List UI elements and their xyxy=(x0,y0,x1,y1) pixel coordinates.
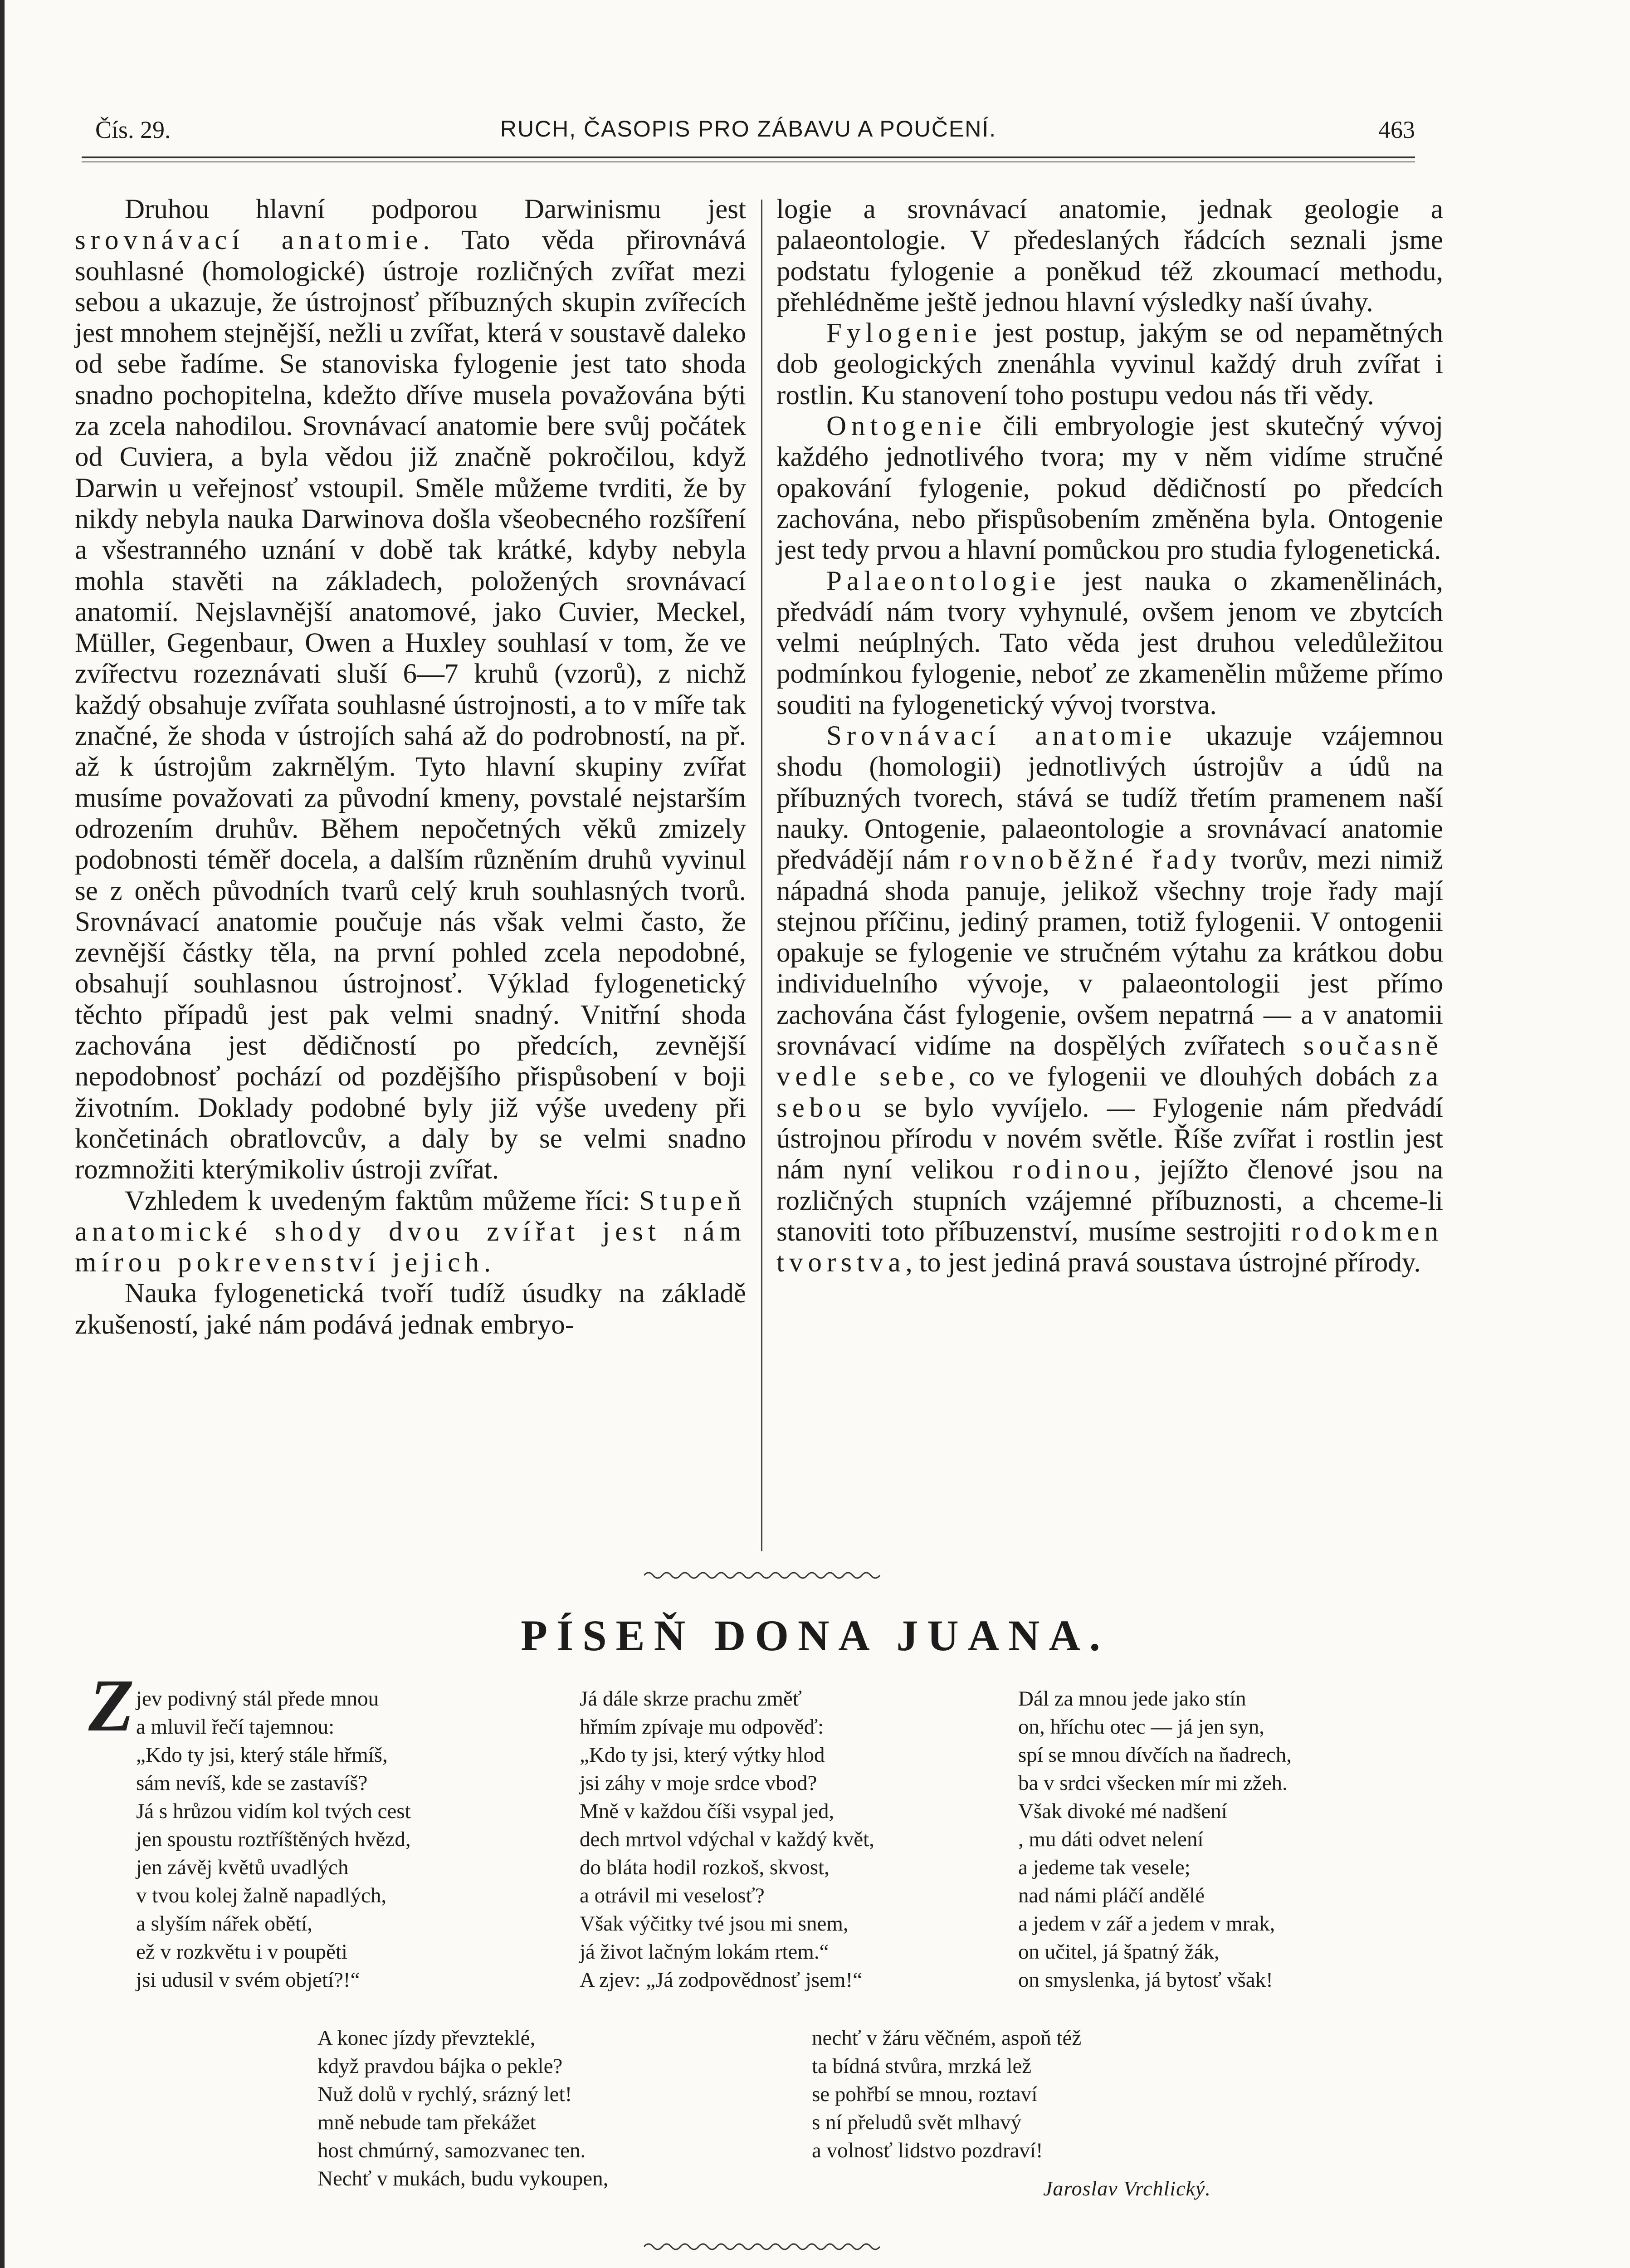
spaced-emphasis: rodinou xyxy=(1012,1154,1134,1185)
poem-line: jev podivný stál přede mnou xyxy=(136,1687,379,1711)
poem-line: s ní přeludů svět mlhavý xyxy=(812,2111,1022,2134)
text-run: čili embryologie jest skutečný vývoj každého jednotlivého tvora; my v něm vidíme stručné opakování fylogenie, pokud dědičností po předcích zachována, nebo přispůsobením změněna byla. Ontogenie jest tedy prvou a hlavní pomůckou pro studia fylogenetická. xyxy=(776,411,1443,566)
poem-stanza-3 xyxy=(1018,1685,1426,1994)
text-run: logie a srovnávací anatomie, jednak geologie a palaeontologie. V předeslaných řádcích seznali jsme podstatu fylogenie a poněkud též zkoumací methodu, přehlédněme ještě jednou hlavní výsledky naší úvahy. xyxy=(776,194,1443,318)
page-number: 463 xyxy=(1378,116,1415,143)
text-run: , co ve fylogenii ve dlouhých dobách xyxy=(948,1061,1409,1092)
poem-line: jsi záhy v moje srdce vbod? xyxy=(580,1771,817,1795)
poem-line: on učitel, já špatný žák, xyxy=(1018,1940,1220,1964)
text-run: . xyxy=(483,1247,491,1278)
poem-stanza-1 xyxy=(136,1685,544,1994)
poem-line: nad námi pláčí andělé xyxy=(1018,1884,1205,1907)
poem-line: Nuž dolů v rychlý, srázný let! xyxy=(317,2082,572,2106)
poem-stanza-4 xyxy=(317,2024,726,2193)
poem-line: v tvou kolej žalně napadlých, xyxy=(136,1884,387,1907)
poem-line: já život lačným lokám rtem.“ xyxy=(580,1940,829,1964)
poem-line: host chmúrný, samozvanec ten. xyxy=(317,2139,586,2162)
drop-cap: Z xyxy=(88,1664,134,1747)
poem-line: a otrávil mi veselosť? xyxy=(580,1884,765,1907)
page-edge-rule xyxy=(0,0,5,2268)
spaced-emphasis: srovnávací anatomie xyxy=(75,225,423,256)
text-run: tvorův, mezi nimiž nápadná shoda panuje, jelikož všechny troje řady mají stejnou příčinu, jediný pramen, totiž fylogenii. V ontogenii opakuje se fylogenie ve stručném výtahu za krátkou dobu individuelního vývoje, v palaeontologii jest přímo zachována část fylogenie, ovšem nepatrná — a v anatomii srovnávací vidíme na dospělých zvířatech xyxy=(776,845,1443,1061)
poem-line: spí se mnou dívčích na ňadrech, xyxy=(1018,1743,1292,1767)
poem-line: dech mrtvol vdýchal v každý květ, xyxy=(580,1828,874,1851)
poem-line: Já dále skrze prachu změť xyxy=(580,1687,802,1711)
text-run: , jejížto členové jsou na rozličných stupních vzájemné příbuznosti, a chceme-li stanoviti toto příbuzenství, musíme sestrojiti xyxy=(776,1154,1443,1247)
spaced-emphasis: Palaeontologie xyxy=(826,566,1061,596)
journal-title: RUCH, ČASOPIS PRO ZÁBAVU A POUČENÍ. xyxy=(500,116,997,142)
poem-line: „Kdo ty jsi, který výtky hlod xyxy=(580,1743,825,1767)
poem-line: jen spoustu roztříštěných hvězd, xyxy=(136,1828,411,1851)
poem-line: „Kdo ty jsi, který stále hřmíš, xyxy=(136,1743,388,1767)
poem-line: a jedem v zář a jedem v mrak, xyxy=(1018,1912,1275,1936)
poem-stanza-2 xyxy=(580,1685,988,1994)
paragraph-right-5 xyxy=(776,721,1443,1278)
paragraph-right-1 xyxy=(776,194,1443,318)
paragraph-right-4 xyxy=(776,566,1443,721)
poem-line: do bláta hodil rozkoš, skvost, xyxy=(580,1856,830,1879)
poem-line: on, hříchu otec — já jen syn, xyxy=(1018,1715,1264,1739)
poem-line: ež v rozkvětu i v poupěti xyxy=(136,1940,347,1964)
poem-line: Však výčitky tvé jsou mi snem, xyxy=(580,1912,849,1936)
poem-line: mně nebude tam překážet xyxy=(317,2111,536,2134)
text-run: ukazuje vzájemnou shodu (homologii) jednotlivých ústrojův a údů na příbuzných tvorech, stává se tudíž třetím pramenem naší nauky. Ontogenie, palaeontologie a srovnávací anatomie předvádějí nám xyxy=(776,721,1443,875)
poem-title: PÍSEŇ DONA JUANA. xyxy=(521,1611,1109,1660)
spaced-emphasis: Stupeň anatomické shody dvou zvířat jest nám mírou pokrevenství jejich xyxy=(75,1185,746,1278)
poem-line: a mluvil řečí tajemnou: xyxy=(136,1715,335,1739)
paragraph-left-3 xyxy=(75,1278,746,1340)
paragraph-left-1 xyxy=(75,194,746,1186)
paragraph-right-2 xyxy=(776,318,1443,411)
poem-line: Dál za mnou jede jako stín xyxy=(1018,1687,1246,1711)
poem-line: on smyslenka, já bytosť však! xyxy=(1018,1968,1273,1992)
text-run: Nauka fylogenetická tvoří tudíž úsudky na základě zkušeností, jaké nám podává jednak embryo- xyxy=(75,1278,746,1340)
article-column-left xyxy=(75,194,746,1340)
poem-line: jen závěj květů uvadlých xyxy=(136,1856,349,1879)
article-column-right xyxy=(776,194,1443,1278)
text-run: se bylo vyvíjelo. — Fylogenie nám předvádí ústrojnou přírodu v novém světle. Říše zvířat i rostlin jest nám nyní velikou xyxy=(776,1092,1443,1185)
poem-line: a slyším nářek obětí, xyxy=(136,1912,312,1936)
poem-line: ta bídná stvůra, mrzká lež xyxy=(812,2054,1032,2078)
header-rule-thin xyxy=(82,161,1415,162)
column-divider xyxy=(761,200,762,1551)
spaced-emphasis: rovnoběžné řady xyxy=(959,845,1222,875)
text-run: Druhou hlavní podporou Darwinismu jest xyxy=(125,194,746,225)
text-run: Vzhledem k uvedeným faktům můžeme říci: xyxy=(125,1185,639,1216)
poem-line: A zjev: „Já zodpovědnosť jsem!“ xyxy=(580,1968,863,1992)
poem-line: Mně v každou číši vsypal jed, xyxy=(580,1799,835,1823)
spaced-emphasis: rodokmen tvorstva xyxy=(776,1216,1443,1278)
poem-line: ba v srdci všecken mír mi zžeh. xyxy=(1018,1771,1288,1795)
header-rule xyxy=(82,156,1415,158)
text-run: jest nauka o zkamenělinách, předvádí nám tvory vyhynulé, ovšem jenom ve zbytcích velmi neúplných. Tato věda jest druhou veledůležitou podmínkou fylogenie, neboť ze zkamenělin můžeme přímo souditi na fylogenetický vývoj tvorstva. xyxy=(776,566,1443,720)
paragraph-left-2 xyxy=(75,1186,746,1279)
poem-line: sám nevíš, kde se zastavíš? xyxy=(136,1771,368,1795)
poem-line: když pravdou bájka o pekle? xyxy=(317,2054,563,2078)
issue-number: Čís. 29. xyxy=(95,116,171,143)
poem-line: A konec jízdy převzteklé, xyxy=(317,2026,536,2050)
poem-line: Já s hrůzou vidím kol tvých cest xyxy=(136,1799,411,1823)
spaced-emphasis: za sebou xyxy=(776,1061,1443,1123)
author-signature: Jaroslav Vrchlický. xyxy=(1043,2177,1211,2200)
text-run: . Tato věda přirovnává souhlasné (homologické) ústroje rozličných zvířat mezi sebou a ukazuje, že ústrojnosť příbuzných skupin zvířecích jest mnohem stejnější, nežli u zvířat, která v soustavě daleko od sebe řadíme. Se stanoviska fylogenie jest tato shoda snadno pochopitelna, kdežto dříve musela považována býti za zcela nahodilou. Srovnávací anatomie bere svůj počátek od Cuviera, a byla vědou již značně pokročilou, když Darwin u veřejnosť vstoupil. Směle můžeme tvrditi, že by nikdy nebyla nauka Darwinova došla všeobecného rozšíření a všestranného uznání v době tak krátké, kdyby nebyla mohla stavěti na základech, položených srovnávací anatomií. Nejslavnější anatomové, jako Cuvier, Meckel, Müller, Gegenbaur, Owen a Huxley souhlasí v tom, že ve zvířectvu rozeznávati sluší 6—7 kruhů (vzorů), z nichž každý obsahuje zvířata souhlasné ústrojnosti, a to v míře tak značné, že shoda v ústrojích sahá až do podrobností, na př. až k ústrojům zakrnělým. Tyto hlavní skupiny zvířat musíme považovati za původní kmeny, povstalé nejstarším odrozením druhův. Během nepočetných věků zmizely podobnosti téměř docela, a dalším různěním druhů vyvinul se z oněch původních tvarů celý kruh souhlasných tvorů. Srovnávací anatomie poučuje nás však velmi často, že zevnější částky těla, na první pohled zcela nepodobné, obsahují souhlasnou ústrojnosť. Výklad fylogenetický těchto případů jest pak velmi snadný. Vnitřní shoda zachována jest dědičností po předcích, zevnější nepodobnosť pochází od pozdějšího přispůsobení v boji životním. Doklady podobné byly již výše uvedeny při končetinách obratlovcův, a daly by se velmi snadno rozmnožiti kterýmikoliv ústroji zvířat. xyxy=(75,225,747,1185)
wavy-ornament-top xyxy=(644,1569,880,1582)
spaced-emphasis: současně vedle sebe xyxy=(776,1031,1443,1092)
running-header xyxy=(82,116,1415,152)
wavy-ornament-bottom xyxy=(644,2240,880,2253)
poem-line: , mu dáti odvet nelení xyxy=(1018,1828,1204,1851)
paragraph-right-3 xyxy=(776,411,1443,566)
spaced-emphasis: Fylogenie xyxy=(826,318,982,349)
poem-line: Nechť v mukách, budu vykoupen, xyxy=(317,2167,609,2190)
spaced-emphasis: Ontogenie xyxy=(826,411,987,442)
poem-line: se pohřbí se mnou, roztaví xyxy=(812,2082,1038,2106)
text-run: , to jest jediná pravá soustava ústrojné přírody. xyxy=(905,1247,1421,1278)
poem-line: nechť v žáru věčném, aspoň též xyxy=(812,2026,1082,2050)
poem-line: hřmím zpívaje mu odpověď: xyxy=(580,1715,824,1739)
poem-line: a volnosť lidstvo pozdraví! xyxy=(812,2139,1043,2162)
poem-stanza-5 xyxy=(812,2024,1220,2165)
spaced-emphasis: Srovnávací anatomie xyxy=(826,721,1177,752)
poem-line: jsi udusil v svém objetí?!“ xyxy=(136,1968,360,1992)
poem-line: a jedeme tak vesele; xyxy=(1018,1856,1191,1879)
text-run: jest postup, jakým se od nepamětných dob geologických znenáhla vyvinul každý druh zvířat i rostlin. Ku stanovení toho postupu vedou nás tři vědy. xyxy=(776,318,1443,411)
poem-line: Však divoké mé nadšení xyxy=(1018,1799,1227,1823)
